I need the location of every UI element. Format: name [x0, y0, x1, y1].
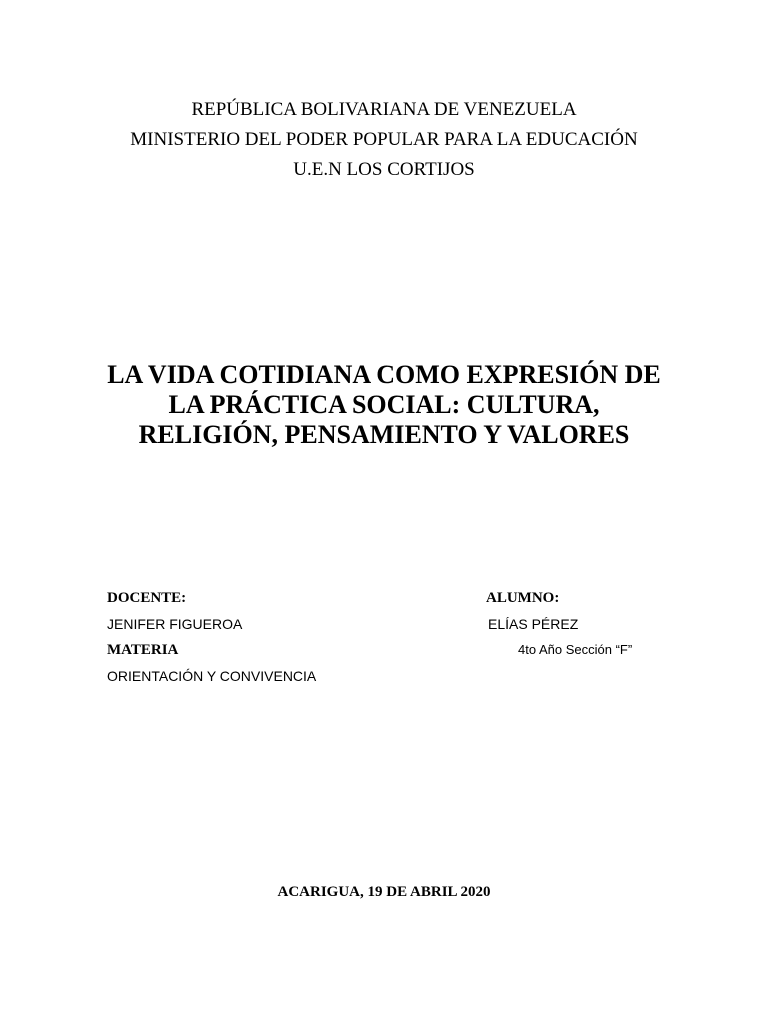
country-heading: REPÚBLICA BOLIVARIANA DE VENEZUELA [191, 99, 577, 120]
place-and-date: ACARIGUA, 19 DE ABRIL 2020 [277, 884, 491, 900]
docente-name: JENIFER FIGUEROA [107, 616, 243, 632]
school-heading: U.E.N LOS CORTIJOS [293, 159, 475, 180]
materia-label: MATERIA [107, 642, 179, 658]
ministry-heading: MINISTERIO DEL PODER POPULAR PARA LA EDUCACIÓN [130, 129, 638, 150]
document-title-line-1: LA VIDA COTIDIANA COMO EXPRESIÓN DE [107, 360, 661, 389]
alumno-name: ELÍAS PÉREZ [488, 616, 579, 632]
alumno-label: ALUMNO: [486, 590, 560, 606]
document-title-line-2: LA PRÁCTICA SOCIAL: CULTURA, [168, 390, 600, 419]
document-title-line-3: RELIGIÓN, PENSAMIENTO Y VALORES [138, 420, 630, 449]
materia-name: ORIENTACIÓN Y CONVIVENCIA [107, 668, 317, 684]
docente-label: DOCENTE: [107, 590, 187, 606]
alumno-section: 4to Año Sección “F” [518, 642, 633, 657]
